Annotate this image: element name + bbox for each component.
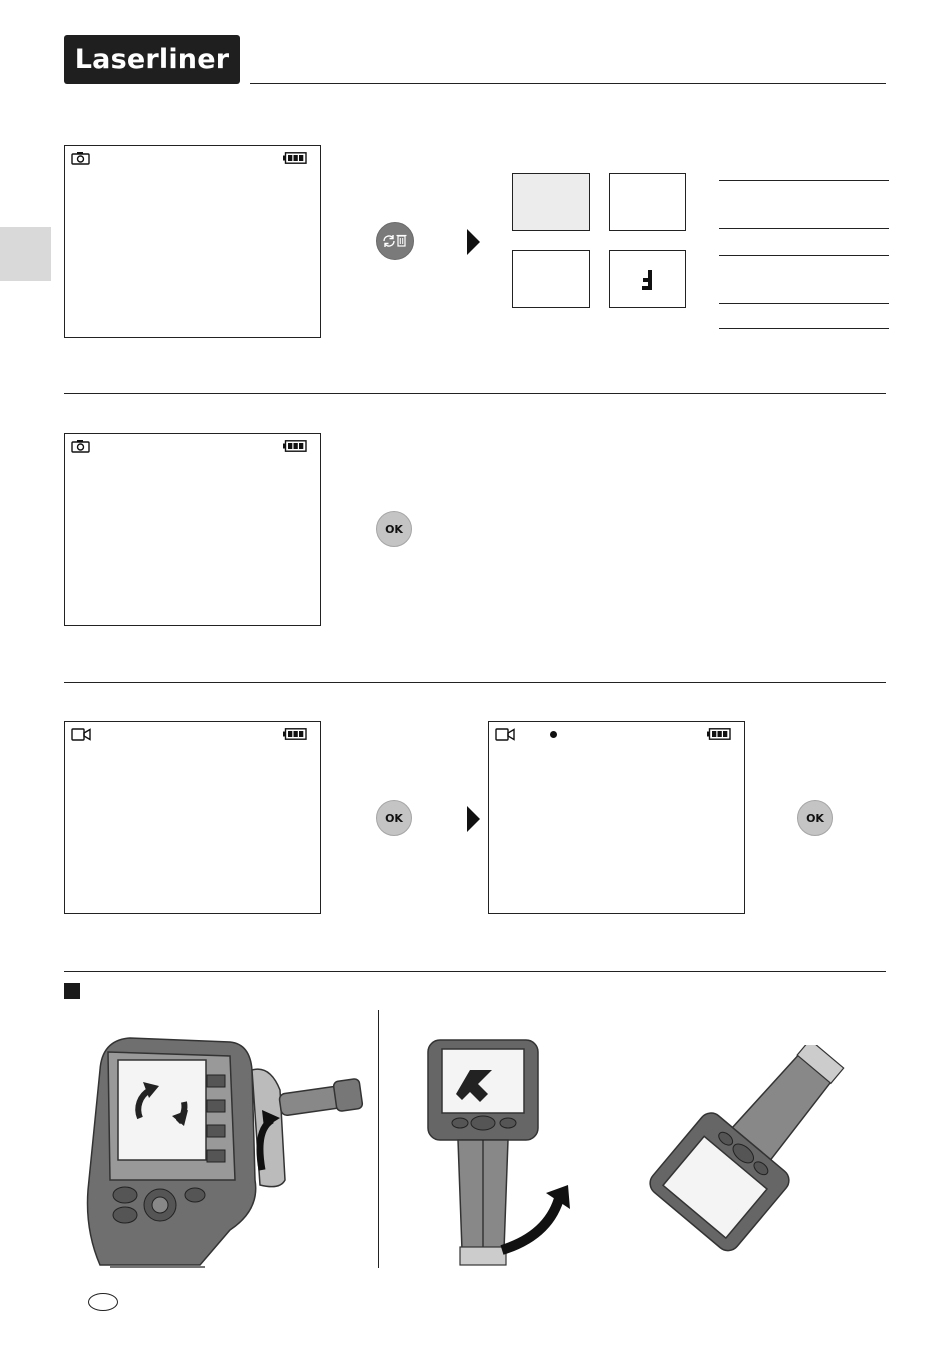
device-rotated-illustration bbox=[632, 1045, 852, 1260]
country-code-oval bbox=[88, 1293, 118, 1311]
device-rotation-illustration bbox=[80, 1030, 370, 1270]
orientation-option-normal[interactable] bbox=[512, 173, 590, 231]
section-divider bbox=[64, 682, 886, 683]
section-divider bbox=[64, 393, 886, 394]
arrow-right-icon bbox=[467, 806, 480, 832]
display-screen-video bbox=[64, 721, 321, 914]
header-rule bbox=[250, 83, 886, 84]
battery-full-icon bbox=[283, 440, 307, 452]
text-rule bbox=[719, 180, 889, 181]
rotate-delete-button[interactable] bbox=[376, 222, 414, 260]
laserliner-logo: Laserliner bbox=[64, 35, 240, 84]
orientation-option-mirror[interactable] bbox=[609, 173, 686, 231]
text-rule bbox=[719, 255, 889, 256]
section-marker-square bbox=[64, 983, 80, 999]
orientation-option-rotate-180[interactable] bbox=[609, 250, 686, 308]
camera-icon bbox=[71, 151, 91, 165]
text-rule bbox=[719, 328, 889, 329]
orientation-option-flip[interactable] bbox=[512, 250, 590, 308]
ok-button-stop-record[interactable]: OK bbox=[797, 800, 833, 836]
video-camera-icon bbox=[495, 728, 515, 741]
section-divider bbox=[64, 971, 886, 972]
ok-button[interactable]: OK bbox=[376, 511, 412, 547]
device-upright-illustration bbox=[420, 1035, 580, 1270]
video-camera-icon bbox=[71, 728, 91, 741]
rotate-delete-icon bbox=[380, 231, 410, 251]
record-indicator-icon bbox=[550, 731, 557, 738]
rotated-f-glyph-icon bbox=[638, 268, 658, 292]
camera-icon bbox=[71, 439, 91, 453]
text-rule bbox=[719, 303, 889, 304]
display-screen-video-recording bbox=[488, 721, 745, 914]
ok-button-start-record[interactable]: OK bbox=[376, 800, 412, 836]
side-tab-marker bbox=[0, 227, 51, 281]
vertical-divider bbox=[378, 1010, 379, 1268]
arrow-right-icon bbox=[467, 229, 480, 255]
battery-full-icon bbox=[283, 728, 307, 740]
display-screen-photo-capture bbox=[64, 433, 321, 626]
text-rule bbox=[719, 228, 889, 229]
display-screen-photo bbox=[64, 145, 321, 338]
battery-full-icon bbox=[707, 728, 731, 740]
battery-full-icon bbox=[283, 152, 307, 164]
